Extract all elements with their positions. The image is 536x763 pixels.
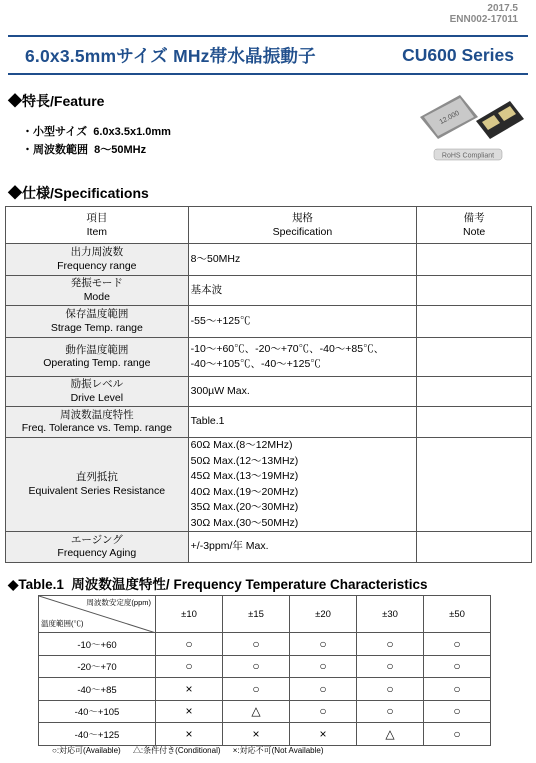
availability-cell: ○ (424, 678, 491, 701)
availability-cell: × (156, 700, 223, 723)
item-jp: 周波数温度特性 (60, 408, 134, 421)
availability-cell: ○ (290, 655, 357, 678)
col-header-en: Note (463, 226, 486, 238)
availability-cell: ○ (424, 655, 491, 678)
spec-value (188, 306, 417, 338)
spec-item (6, 377, 189, 407)
item-en: Frequency Aging (57, 547, 137, 559)
item-en: Mode (83, 290, 110, 303)
table1-heading (8, 573, 428, 593)
crystal-top-view (420, 95, 478, 139)
col-header-jp: 規格 (291, 212, 313, 224)
table-row (6, 377, 532, 407)
table1-col-header: ±30 (357, 596, 424, 633)
feature-label: ・周波数範囲 (22, 144, 88, 156)
spec-note (417, 438, 532, 532)
table-row (39, 633, 491, 656)
table1-legend (52, 745, 334, 756)
availability-cell: ○ (357, 700, 424, 723)
item-en: Freq. Tolerance vs. Temp. range (21, 422, 172, 434)
feature-item (22, 141, 171, 159)
spec-value-line: Table.1 (190, 415, 225, 428)
spec-value-line: 60Ω Max.(8～12MHz) (190, 439, 293, 451)
table1-heading-en: Frequency Temperature Characteristics (173, 577, 428, 592)
feature-value: 6.0x3.5x1.0mm (93, 126, 171, 138)
availability-cell: ○ (424, 700, 491, 723)
spec-value-line: -10～+60℃、-20～+70℃、-40～+85℃、 (190, 342, 385, 355)
feature-value: 8～50MHz (94, 144, 147, 156)
table-row (39, 678, 491, 701)
temp-range: -20～+70 (39, 655, 156, 678)
availability-cell: ○ (156, 633, 223, 656)
corner-top-label: 周波数安定度(ppm) (86, 598, 151, 607)
feature-label: ・小型サイズ (22, 126, 88, 138)
spec-item (6, 306, 189, 338)
availability-cell: × (223, 723, 290, 746)
spec-heading: ◆仕様/Specifications (8, 185, 149, 201)
item-jp: 出力周波数 (70, 246, 124, 258)
table-row (6, 306, 532, 338)
legend-not-available: ×:対応不可(Not Available) (232, 746, 324, 755)
spec-header-row (6, 207, 532, 244)
temperature-table (38, 595, 491, 746)
spec-note (417, 407, 532, 438)
table1-heading-jp: 周波数温度特性/ (71, 577, 170, 592)
item-en: Frequency range (57, 259, 137, 272)
item-en: Drive Level (70, 391, 124, 404)
document-date: 2017.5 (487, 3, 518, 14)
spec-value (188, 407, 417, 438)
crystal-bottom-view (476, 101, 524, 139)
col-header-en: Item (86, 226, 108, 238)
spec-note (417, 377, 532, 407)
table1-heading-prefix: ◆Table.1 (8, 577, 64, 592)
legend-available: ○:対応可(Available) (52, 746, 121, 755)
spec-value-line: 50Ω Max.(12～13MHz) (190, 454, 299, 467)
spec-note (417, 244, 532, 276)
availability-cell: ○ (156, 655, 223, 678)
col-header-note (417, 207, 532, 244)
spec-item (6, 244, 189, 276)
crystal-marking: 12.000 (438, 109, 461, 127)
spec-note (417, 338, 532, 377)
rohs-badge-text: RoHS Compliant (441, 152, 495, 160)
page-title: 6.0x3.5mmサイズ MHz帯水晶振動子 (25, 45, 316, 66)
col-header-en: Specification (272, 226, 333, 238)
availability-cell: ○ (357, 655, 424, 678)
spec-table (5, 206, 532, 563)
item-jp: エージング (70, 533, 123, 546)
availability-cell: ○ (357, 678, 424, 701)
title-bar (8, 35, 528, 75)
col-header-spec (188, 207, 417, 244)
availability-cell: ○ (357, 633, 424, 656)
temp-range: -40～+85 (39, 678, 156, 701)
availability-cell: × (156, 723, 223, 746)
spec-value-line: -40～+105℃、-40～+125℃ (190, 358, 321, 370)
spec-value (188, 377, 417, 407)
spec-value-line: +/-3ppm/年 Max. (190, 540, 269, 553)
spec-value (188, 244, 417, 276)
availability-cell: ○ (424, 633, 491, 656)
feature-list (22, 123, 171, 159)
spec-value (188, 438, 417, 532)
availability-cell: △ (357, 723, 424, 746)
spec-value-line: 300µW Max. (190, 384, 250, 397)
corner-bottom-label: 温度範囲(℃) (41, 619, 84, 628)
spec-note (417, 532, 532, 563)
table-row (39, 655, 491, 678)
table-row (6, 338, 532, 377)
spec-note (417, 306, 532, 338)
series-name: CU600 Series (402, 44, 514, 65)
item-en: Operating Temp. range (43, 357, 151, 369)
item-jp: 発振モード (70, 277, 123, 289)
availability-cell: × (156, 678, 223, 701)
availability-cell: △ (223, 700, 290, 723)
spec-value (188, 338, 417, 377)
table-row (39, 723, 491, 746)
table-row (6, 532, 532, 563)
item-jp: 励振レベル (70, 378, 124, 390)
temp-range: -40～+125 (39, 723, 156, 746)
legend-conditional: △:条件付き(Conditional) (132, 746, 221, 755)
availability-cell: ○ (223, 655, 290, 678)
feature-heading: ◆特長/Feature (8, 93, 105, 109)
spec-note (417, 276, 532, 306)
availability-cell: ○ (290, 633, 357, 656)
spec-value-line: 基本波 (190, 283, 223, 296)
spec-item (6, 276, 189, 306)
item-jp: 直列抵抗 (75, 471, 118, 483)
item-jp: 保存温度範囲 (65, 308, 129, 320)
spec-value (188, 276, 417, 306)
table-row (39, 700, 491, 723)
col-header-jp: 備考 (463, 212, 485, 224)
availability-cell: ○ (223, 633, 290, 656)
spec-value (188, 532, 417, 563)
feature-item (22, 123, 171, 141)
table-row (6, 276, 532, 306)
availability-cell: ○ (290, 700, 357, 723)
availability-cell: ○ (424, 723, 491, 746)
table1-header-row (39, 596, 491, 633)
availability-cell: ○ (223, 678, 290, 701)
col-header-jp: 項目 (86, 212, 108, 224)
col-header-item (6, 207, 189, 244)
table-row (6, 244, 532, 276)
spec-item (6, 438, 189, 532)
temp-range: -10～+60 (39, 633, 156, 656)
spec-item (6, 407, 189, 438)
table-row (6, 407, 532, 438)
product-photo (412, 87, 528, 163)
table-row (6, 438, 532, 532)
table1-col-header: ±10 (156, 596, 223, 633)
spec-value-line: 30Ω Max.(30～50MHz) (190, 516, 299, 529)
spec-item (6, 338, 189, 377)
availability-cell: × (290, 723, 357, 746)
table1-col-header: ±15 (223, 596, 290, 633)
item-jp: 動作温度範囲 (65, 343, 129, 356)
item-en: Strage Temp. range (50, 321, 143, 334)
document-code: ENN002-17011 (449, 14, 518, 25)
spec-value-line: -55～+125℃ (190, 314, 251, 327)
table1-corner (39, 596, 156, 633)
availability-cell: ○ (290, 678, 357, 701)
spec-value-line: 45Ω Max.(13～19MHz) (190, 470, 299, 482)
spec-item (6, 532, 189, 563)
spec-value-line: 35Ω Max.(20～30MHz) (190, 501, 299, 513)
spec-value-line: 8～50MHz (190, 252, 241, 265)
spec-value-line: 40Ω Max.(19～20MHz) (190, 485, 299, 498)
item-en: Equivalent Series Resistance (28, 484, 166, 497)
table1-col-header: ±50 (424, 596, 491, 633)
temp-range: -40～+105 (39, 700, 156, 723)
table1-col-header: ±20 (290, 596, 357, 633)
